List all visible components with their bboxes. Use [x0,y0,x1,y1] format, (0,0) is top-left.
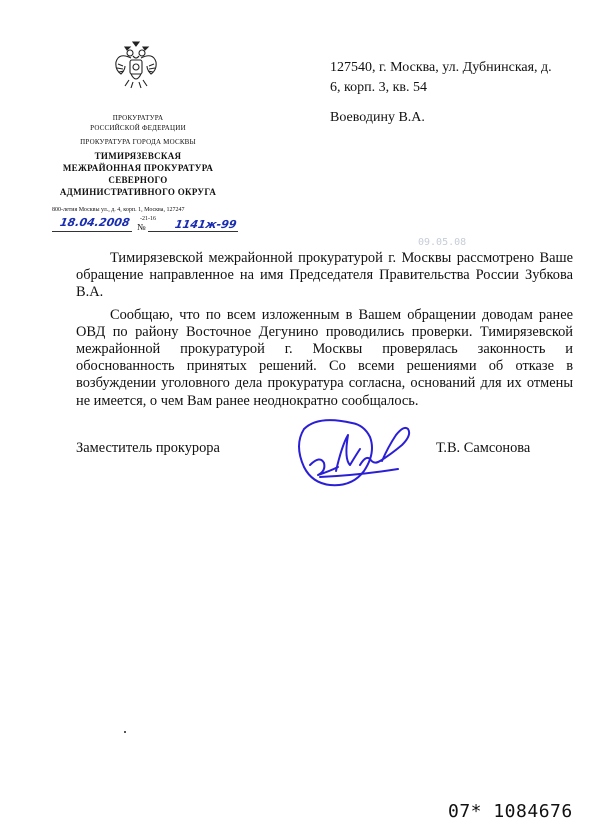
office-line: МЕЖРАЙОННАЯ ПРОКУРАТУРА [62,163,214,173]
handwritten-date: 18.04.2008 [58,216,131,229]
number-line [148,231,238,232]
letter-body [76,250,573,410]
date-line [52,231,132,232]
letterhead-agency [78,113,198,147]
recipient-name: Воеводину В.А. [330,110,425,125]
signatory-title: Заместитель прокурора [76,440,220,456]
recipient-address [330,58,570,98]
handwritten-signature [290,415,430,500]
recipient-address-line: 127540, г. Москва, ул. Дубнинская, д. [330,60,552,75]
number-sign: № [137,222,146,232]
speck [124,731,126,733]
office-line: АДМИНИСТРАТИВНОГО ОКРУГА [59,187,217,197]
letterhead-phone: -21-16 [140,216,156,222]
body-paragraph: Сообщаю, что по всем изложенным в Вашем обращении доводам ранее ОВД по району Восточное Дегунино проводились проверки. Тимирязевской межрайонной прокуратурой г. Москвы проверялась законность и обоснованность принятых решений. Со всеми решениями об отказе в возбуждении уголовного дела прокуратура согласна, оснований для их отмены не имеется, о чем Вам ранее неоднократно сообщалось. [76,306,573,409]
serial-number: 07* 1084676 [448,801,573,822]
faint-stamp-mark: 09.05.08 [418,237,467,248]
signatory-name: Т.В. Самсонова [436,440,531,456]
letterhead-address: 800-летия Москвы ул., д. 4, корп. 1, Москва, 127247 [52,207,185,213]
letterhead-office [48,150,228,198]
office-line: СЕВЕРНОГО [108,175,168,185]
handwritten-number: 1141ж-99 [173,218,238,231]
recipient-address-line: 6, корп. 3, кв. 54 [330,80,427,95]
body-paragraph: Тимирязевской межрайонной прокуратурой г. Москвы рассмотрено Ваше обращение направленное на имя Председателя Правительства России Зубкова В.А. [76,250,573,301]
letterhead-line: ПРОКУРАТУРА [112,114,164,122]
coat-of-arms-emblem [113,40,159,90]
office-line: ТИМИРЯЗЕВСКАЯ [94,151,182,161]
letterhead-line: ПРОКУРАТУРА ГОРОДА МОСКВЫ [80,138,196,146]
letterhead-line: РОССИЙСКОЙ ФЕДЕРАЦИИ [90,124,186,132]
